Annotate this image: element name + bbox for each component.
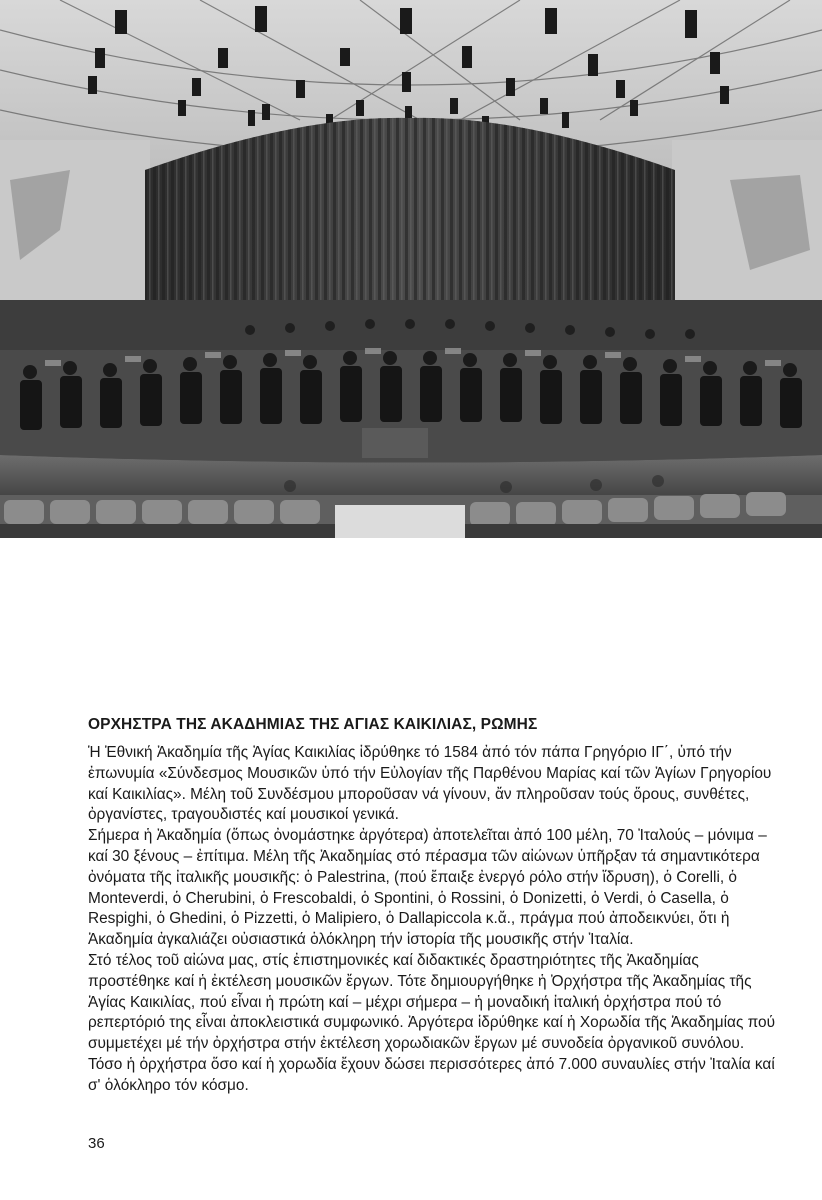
article-paragraph: Στό τέλος τοῦ αἰώνα μας, στίς ἐπιστημονικές καί διδακτικές δραστηριότητες τῆς Ἀκαδημίας προστέθηκε καί ἡ ἐκτέλεση μουσικῶν ἔργων. Τότε δημιουργήθηκε ἡ Ὀρχήστρα τῆς Ἀκαδημίας τῆς Ἁγίας Καικιλίας, πού εἶναι ἡ πρώτη καί – μέχρι σήμερα – ἡ μοναδική ἰταλική ὀρχήστρα πού τό ρεπερτόριό της εἶναι ἀποκλειστικά συμφωνικό. Ἀργότερα ἱδρύθηκε καί ἡ Χορωδία τῆς Ἀκαδημίας πού συμμετέχει μέ τήν ὀρχήστρα στήν ἐκτέλεση χορωδιακῶν ἔργων μέ συνοδεία ὀργανικοῦ συνόλου. Τόσο ἡ ὀρχήστρα ὅσο καί ἡ χορωδία ἔχουν δώσει περισσότερες ἀπό 7.000 συναυλίες στήν Ἰταλία καί σ' ὁλόκληρο τόν κόσμο.	[88, 951, 776, 1094]
article-paragraph: Ἡ Ἐθνική Ἀκαδημία τῆς Ἁγίας Καικιλίας ἱδρύθηκε τό 1584 ἀπό τόν πάπα Γρηγόριο ΙΓ΄, ὑπό τήν ἐπωνυμία «Σύνδεσμος Μουσικῶν ὑπό τήν Εὐλογίαν τῆς Παρθένου Μαρίας καί τῶν Ἁγίων Γρηγορίου καί Καικιλίας». Μέλη τοῦ Συνδέσμου μποροῦσαν νά γίνουν, ἄν πληροῦσαν τούς ὅρους, συνθέτες, ὀργανίστες, τραγουδιστές καί μουσικοί γενικά.	[88, 744, 772, 824]
article-body	[88, 743, 778, 1097]
page-number: 36	[88, 1135, 105, 1152]
article-title: ΟΡΧΗΣΤΡΑ ΤΗΣ ΑΚΑΔΗΜΙΑΣ ΤΗΣ ΑΓΙΑΣ ΚΑΙΚΙΛΙΑΣ, ΡΩΜΗΣ	[88, 716, 538, 733]
concert-hall-illustration	[0, 0, 822, 538]
article-paragraph: Σήμερα ἡ Ἀκαδημία (ὅπως ὀνομάστηκε ἀργότερα) ἀποτελεῖται ἀπό 100 μέλη, 70 Ἰταλούς – μόνιμα – καί 30 ξένους – ἐπίτιμα. Μέλη τῆς Ἀκαδημίας στό πέρασμα τῶν αἰώνων ὑπῆρξαν τά σημαντικότερα ὀνόματα τῆς ἰταλικῆς μουσικῆς: ὁ Palestrina, (πού ἔπαιξε ἐνεργό ρόλο στήν ἵδρυση), ὁ Corelli, ὁ Monteverdi, ὁ Cherubini, ὁ Frescobaldi, ὁ Spontini, ὁ Rossini, ὁ Donizetti, ὁ Verdi, ὁ Casella, ὁ Respighi, ὁ Ghedini, ὁ Pizzetti, ὁ Malipiero, ὁ Dallapiccola κ.ἄ., πράγμα πού ἀποδεικνύει, ὅτι ἡ Ἀκαδημία ἀγκαλιάζει οὐσιαστικά ὁλόκληρη τήν ἱστορία τῆς μουσικῆς στήν Ἰταλία.	[88, 827, 767, 949]
orchestra-photo	[0, 0, 822, 538]
